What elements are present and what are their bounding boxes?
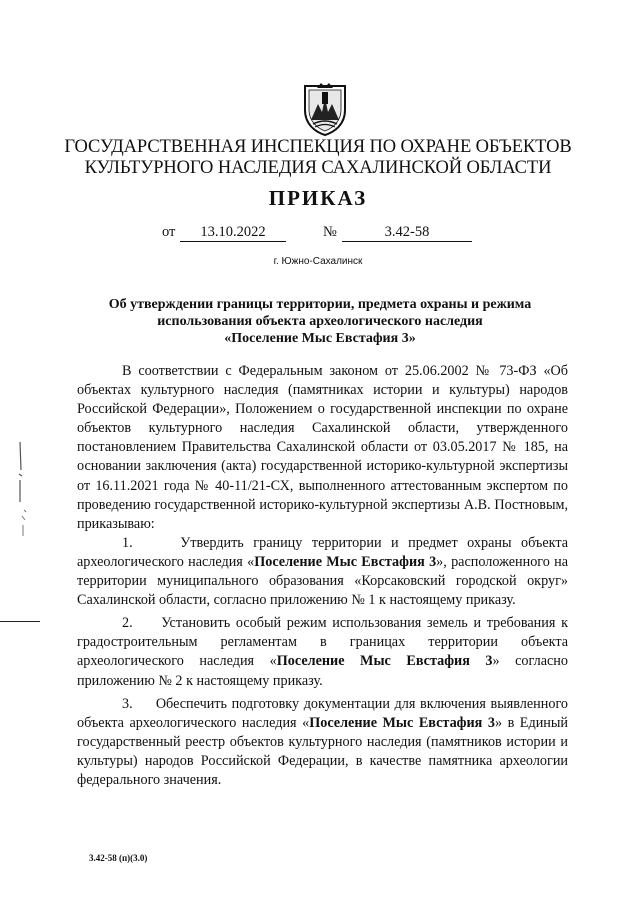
number-value: 3.42-58 [342, 224, 472, 242]
order-item-text: », расположенного на территории муниципального образования «Корсаковский городской округ» Сахалинской области, согласно приложению № 1 к настоящему приказу. [77, 553, 569, 609]
preamble-paragraph: В соответствии с Федеральным законом от 25.06.2002 № 73-ФЗ «Об объектах культурного наследия (памятниках истории и культуры) народов Российской Федерации», Положением о государственной инспекции по охране объектов культурного наследия Сахалинской области, утвержденного постановлением Правительства Сахалинской области от 03.05.2017 № 185, на основании заключения (акта) государственной историко-культурной экспертизы от 16.11.2021 года № 40-11/21-СХ, выполненного аттестованным экспертом по проведению государственной историко-культурной экспертизы А.В. Постновым, приказываю: [77, 363, 568, 532]
organization-name-line2: КУЛЬТУРНОГО НАСЛЕДИЯ САХАЛИНСКОЙ ОБЛАСТИ [84, 158, 552, 178]
organization-name-line1: ГОСУДАРСТВЕННАЯ ИНСПЕКЦИЯ ПО ОХРАНЕ ОБЪЕКТОВ [64, 137, 572, 157]
order-item-3 [77, 695, 568, 790]
order-item-2 [77, 614, 568, 690]
document-subject [95, 296, 545, 347]
order-item-number: 1. [122, 534, 133, 551]
order-item-1 [77, 534, 568, 610]
coat-of-arms-icon [301, 80, 349, 136]
date-label: от [162, 224, 176, 240]
order-item-text: » в Единый государственный реестр объектов культурного наследия (памятников истории и культуры) народов Российской Федерации, в качестве памятника археологии федерального значения. [77, 714, 568, 788]
footer-document-code: 3.42-58 (п)(3.0) [89, 853, 148, 863]
order-item-number: 3. [122, 695, 133, 712]
object-name: Поселение Мыс Евстафия 3 [254, 553, 437, 570]
order-item-text: Установить особый режим использования земель и требования к градостроительным регламентам в границах территории объекта археологического наследия « [77, 615, 568, 670]
order-item-number: 2. [122, 615, 133, 632]
order-item-text: Утвердить границу территории и предмет охраны объекта археологического наследия « [77, 534, 568, 570]
object-name: Поселение Мыс Евстафия 3 [309, 714, 495, 731]
organization-name [40, 137, 596, 179]
order-item-text: Обеспечить подготовку документации для включения выявленного объекта археологического наследия « [77, 695, 569, 731]
subject-line2: использования объекта археологического наследия [157, 314, 483, 329]
margin-stamp-mark [16, 440, 30, 540]
number-label: № [323, 224, 337, 240]
margin-line [0, 621, 40, 622]
document-type: ПРИКАЗ [268, 186, 368, 210]
document-body [77, 362, 568, 794]
order-item-text: » согласно приложению № 2 к настоящему приказу. [77, 653, 568, 689]
city: г. Южно-Сахалинск [273, 256, 363, 267]
subject-line1: Об утверждении границы территории, предмета охраны и режима [108, 297, 532, 312]
subject-line3: «Поселение Мыс Евстафия 3» [224, 331, 416, 346]
object-name: Поселение Мыс Евстафия 3 [276, 653, 493, 670]
date-value: 13.10.2022 [180, 224, 286, 242]
